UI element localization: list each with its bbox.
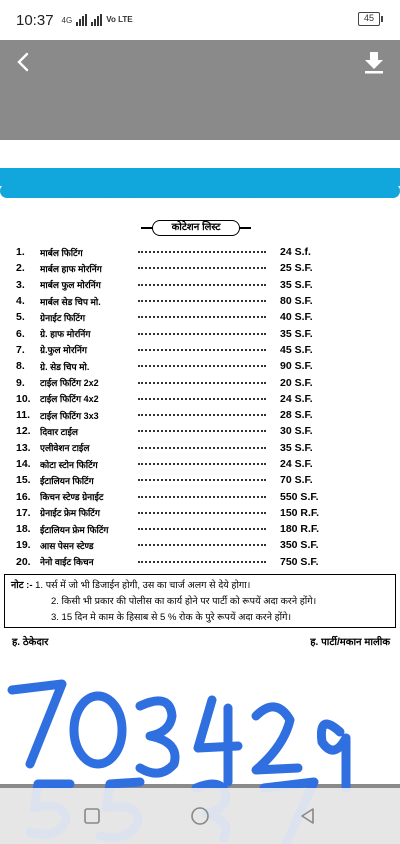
list-item: 7. ग्रे.फुल मोरनिंग 45 S.F.	[16, 343, 313, 356]
notes-box	[4, 574, 396, 628]
list-item: 16. किचन स्टेण्ड ग्रेनाईट 550 S.F.	[16, 490, 319, 503]
triangle-back-icon[interactable]	[298, 806, 318, 826]
battery-icon: 45	[358, 12, 380, 26]
list-item: 2. मार्बल हाफ मोरनिंग 25 S.F.	[16, 262, 313, 275]
list-item: 10. टाईल फिटिंग 4x2 24 S.F.	[16, 392, 313, 405]
list-item: 15. ईटालियन फिटिंग 70 S.F.	[16, 474, 313, 487]
list-item: 13. एलीवेशन टाईल 35 S.F.	[16, 441, 313, 454]
notes-label: नोट :-	[11, 580, 33, 591]
list-item: 18. ईटालियन फ्रेम फिटिंग 180 R.F.	[16, 523, 320, 536]
contractor-signature-label: ह. ठेकेदार	[12, 637, 49, 648]
download-icon	[360, 48, 388, 76]
list-item: 19. आस पेसन स्टेण्ड 350 S.F.	[16, 539, 319, 552]
redaction-scribble	[60, 176, 260, 197]
list-item: 11. टाईल फिटिंग 3x3 28 S.F.	[16, 409, 313, 422]
status-bar	[0, 0, 400, 40]
owner-signature-label: ह. पार्टी/मकान मालीक	[310, 637, 390, 648]
back-button[interactable]	[10, 48, 38, 76]
list-item: 6. ग्रे. हाफ मोरनिंग 35 S.F.	[16, 327, 313, 340]
signal-icon	[76, 14, 87, 26]
square-icon[interactable]	[82, 806, 102, 826]
list-item: 20. नेनो वाईट किचन 750 S.F.	[16, 555, 319, 568]
clock: 10:37	[16, 11, 54, 29]
viewer-toolbar	[0, 40, 400, 84]
chevron-left-icon	[10, 48, 38, 76]
list-item: 1. मार्बल फिटिंग 24 S.f.	[16, 246, 311, 259]
download-button[interactable]	[360, 48, 388, 76]
list-item: 9. टाईल फिटिंग 2x2 20 S.F.	[16, 376, 313, 389]
note-line: 3. 15 दिन मे काम के हिसाब से 5 % रोक के पुरे रूपयें अदा करने होंगे।	[51, 612, 292, 623]
list-item: 8. ग्रे. सेड चिप मो. 90 S.F.	[16, 360, 313, 373]
list-item: 4. मार्बल सेड चिप मो. 80 S.F.	[16, 295, 313, 308]
list-item: 12. दिवार टाईल 30 S.F.	[16, 425, 313, 438]
note-line: नोट :- 1. पर्स में जो भी डिजाईन होगी, उस का चार्ज अलग से देये होगा।	[11, 580, 251, 591]
list-item: 5. ग्रेनाईट फिटिंग 40 S.F.	[16, 311, 313, 324]
list-title: कोटेशन लिस्ट	[152, 220, 240, 236]
signal-indicators	[62, 14, 133, 26]
network-type: 4G	[61, 15, 73, 25]
list-item: 3. मार्बल फुल मोरनिंग 35 S.F.	[16, 278, 313, 291]
list-item: 17. ग्रेनाईट फ्रेम फिटिंग 150 R.F.	[16, 506, 320, 519]
quotation-items	[16, 244, 386, 570]
signal-icon-2	[91, 14, 102, 26]
volte-badge: Vo LTE	[106, 15, 133, 24]
circle-icon[interactable]	[190, 806, 210, 826]
navigation-bar	[0, 788, 400, 844]
list-item: 14. कोटा स्टोन फिटिंग 24 S.F.	[16, 458, 313, 470]
note-line: 2. किसी भी प्रकार की पोलीस का कार्य होने पर पार्टी को रूपयें अदा करने होंगे।	[51, 596, 317, 607]
